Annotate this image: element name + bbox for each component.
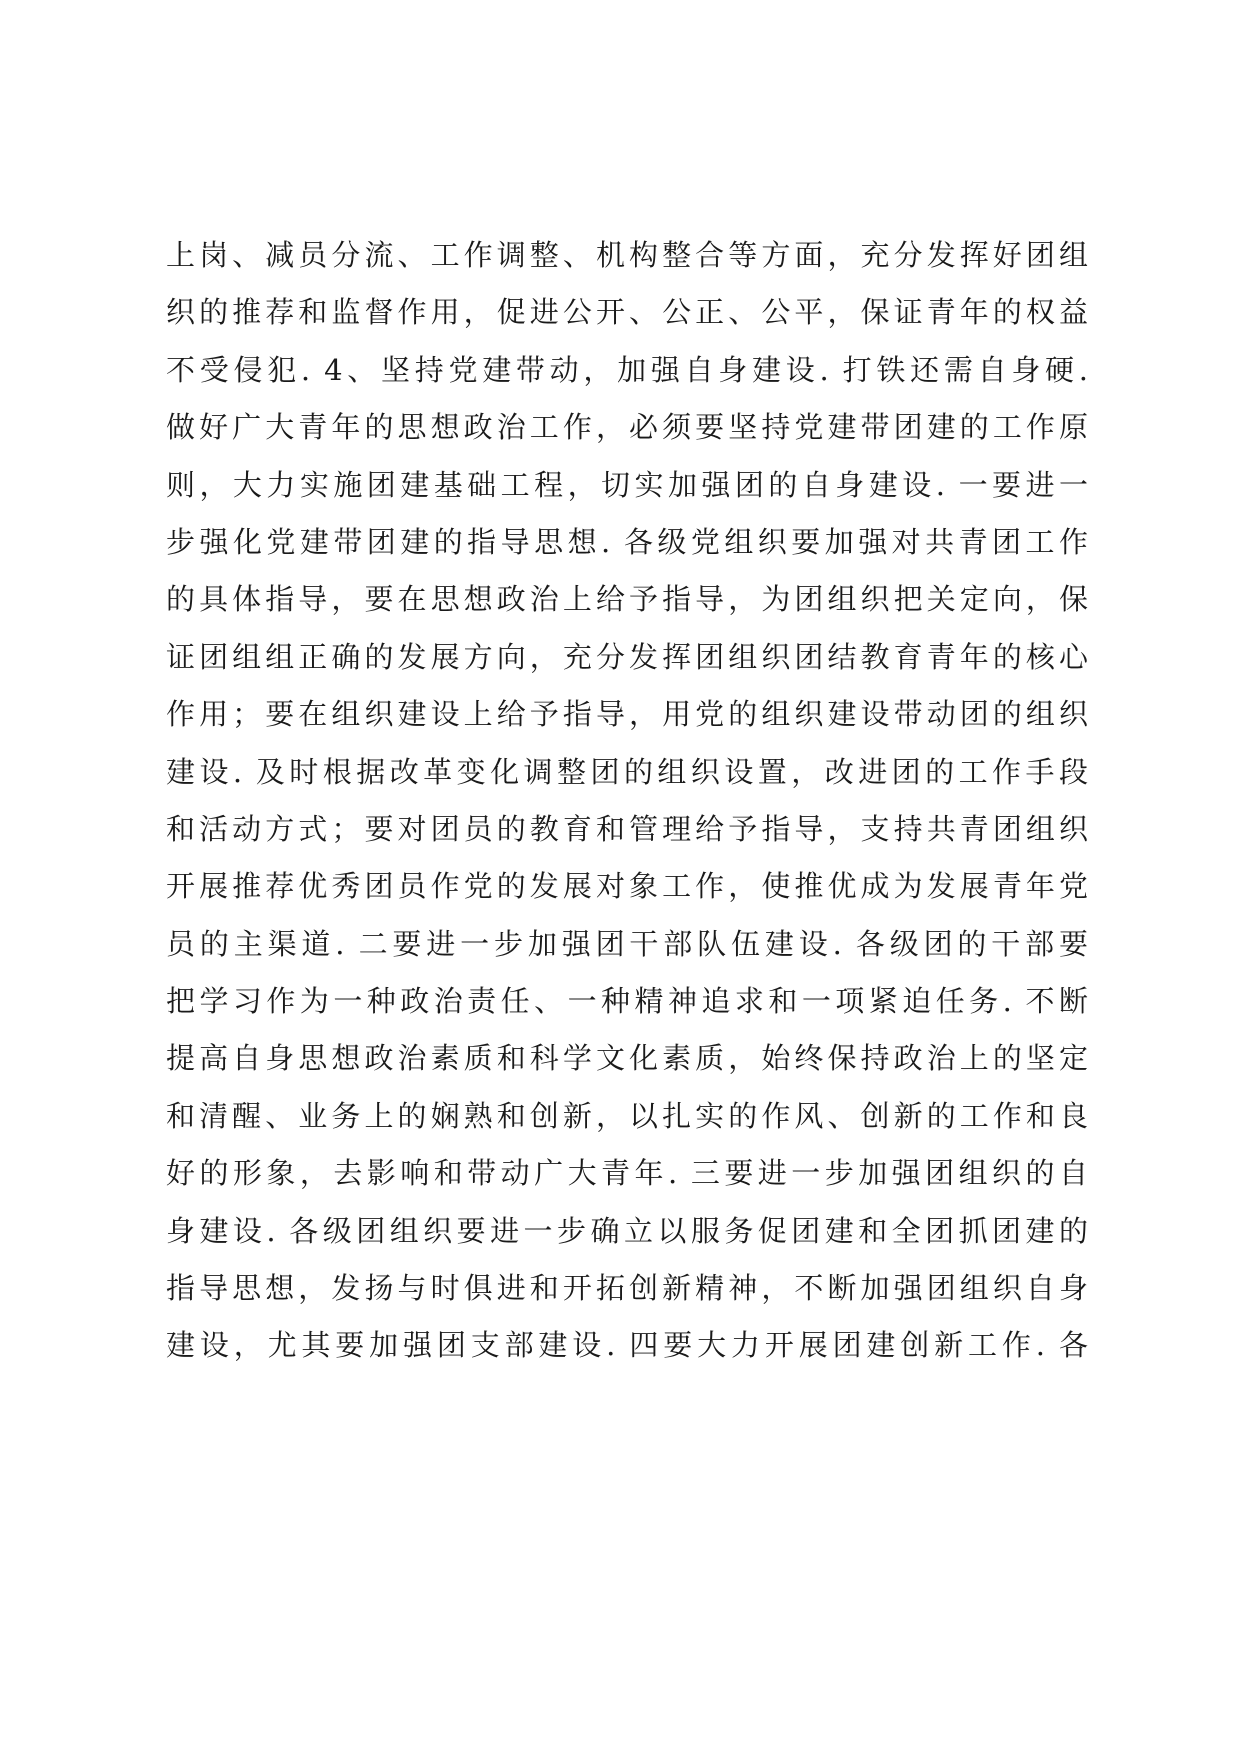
text-line: 证团组组正确的发展方向，充分发挥团组织团结教育青年的核心 xyxy=(166,639,1088,674)
text-line: 建设. 及时根据改革变化调整团的组织设置，改进团的工作手段 xyxy=(166,754,1088,789)
text-line: 好的形象，去影响和带动广大青年. 三要进一步加强团组织的自 xyxy=(166,1156,1088,1191)
text-line: 把学习作为一种政治责任、一种精神追求和一项紧迫任务. 不断 xyxy=(166,984,1088,1019)
text-line: 和活动方式；要对团员的教育和管理给予指导，支持共青团组织 xyxy=(166,811,1088,846)
text-line: 员的主渠道. 二要进一步加强团干部队伍建设. 各级团的干部要 xyxy=(166,926,1088,961)
text-line: 不受侵犯. 4、坚持党建带动，加强自身建设. 打铁还需自身硬. xyxy=(166,352,1088,387)
text-line: 和清醒、业务上的娴熟和创新，以扎实的作风、创新的工作和良 xyxy=(166,1098,1088,1133)
text-line: 指导思想，发扬与时俱进和开拓创新精神，不断加强团组织自身 xyxy=(166,1271,1088,1306)
text-line: 织的推荐和监督作用，促进公开、公正、公平，保证青年的权益 xyxy=(166,295,1088,330)
text-line: 提高自身思想政治素质和科学文化素质，始终保持政治上的坚定 xyxy=(166,1041,1088,1076)
text-line: 则，大力实施团建基础工程，切实加强团的自身建设. 一要进一 xyxy=(166,467,1088,502)
text-line: 步强化党建带团建的指导思想. 各级党组织要加强对共青团工作 xyxy=(166,524,1088,559)
text-line: 开展推荐优秀团员作党的发展对象工作，使推优成为发展青年党 xyxy=(166,869,1088,904)
text-line: 上岗、减员分流、工作调整、机构整合等方面，充分发挥好团组 xyxy=(166,238,1088,272)
text-line: 做好广大青年的思想政治工作，必须要坚持党建带团建的工作原 xyxy=(166,410,1088,445)
text-line: 作用；要在组织建设上给予指导，用党的组织建设带动团的组织 xyxy=(166,697,1088,732)
text-line: 的具体指导，要在思想政治上给予指导，为团组织把关定向，保 xyxy=(166,582,1088,617)
text-line: 身建设. 各级团组织要进一步确立以服务促团建和全团抓团建的 xyxy=(166,1213,1088,1248)
text-line: 建设，尤其要加强团支部建设. 四要大力开展团建创新工作. 各 xyxy=(166,1328,1088,1363)
body-text xyxy=(166,227,1088,1375)
